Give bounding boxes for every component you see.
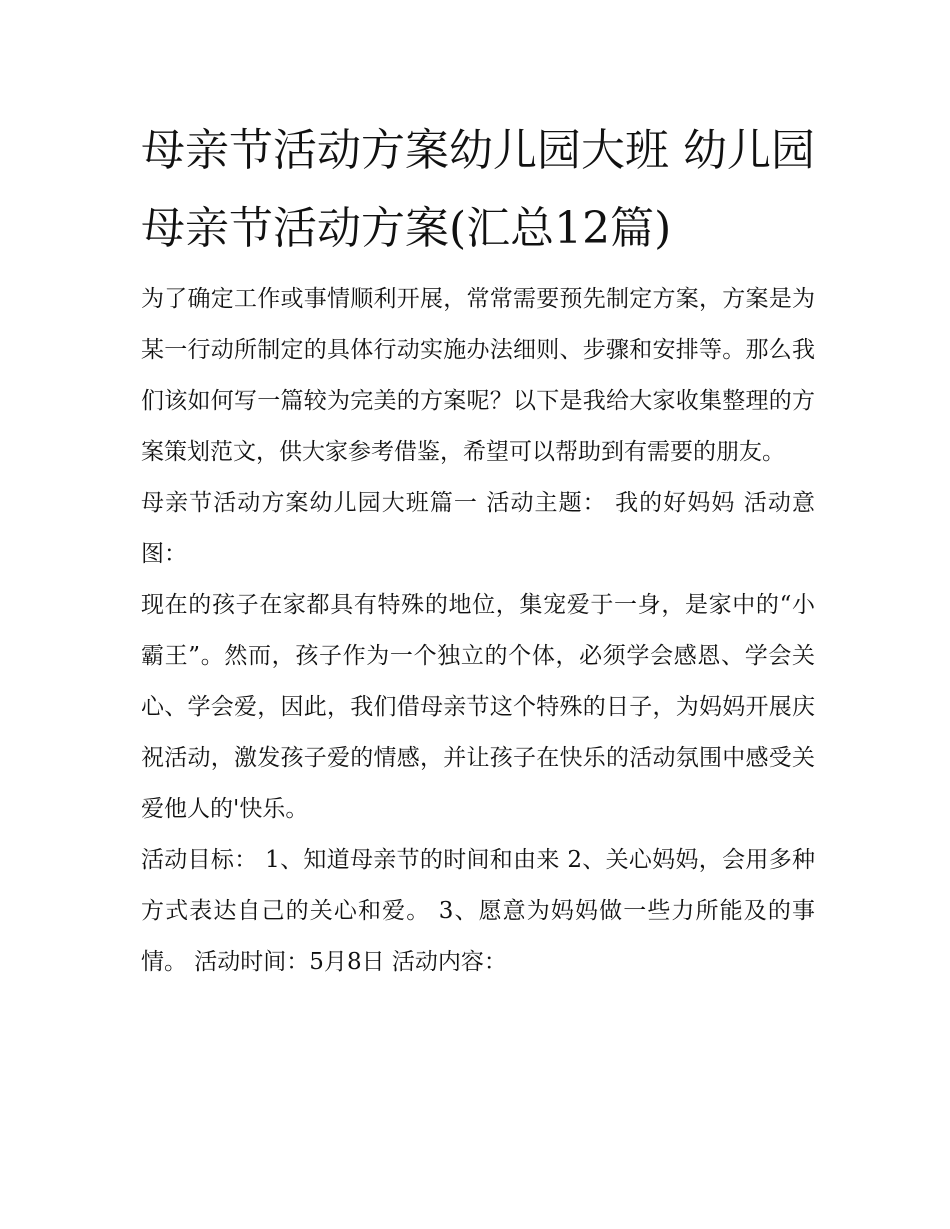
intro-paragraph: 为了确定工作或事情顺利开展，常常需要预先制定方案，方案是为某一行动所制定的具体行动实施办法细则、步骤和安排等。那么我们该如何写一篇较为完美的方案呢？以下是我给大家收集整理的方案策划范文，供大家参考借鉴，希望可以帮助到有需要的朋友。 — [141, 286, 815, 465]
goals-paragraph: 活动目标： 1、知道母亲节的时间和由来 2、关心妈妈，会用多种方式表达自己的关心和爱。 3、愿意为妈妈做一些力所能及的事情。 活动时间：5月8日 活动内容： — [141, 847, 815, 975]
intent-paragraph: 现在的孩子在家都具有特殊的地位，集宠爱于一身，是家中的“小霸王”。然而，孩子作为一个独立的个体，必须学会感恩、学会关心、学会爱，因此，我们借母亲节这个特殊的日子，为妈妈开展庆祝活动，激发孩子爱的情感，并让孩子在快乐的活动氛围中感受关爱他人的'快乐。 — [141, 592, 815, 822]
section-heading-paragraph: 母亲节活动方案幼儿园大班篇一 活动主题： 我的好妈妈 活动意图： — [141, 490, 815, 567]
document-body — [141, 112, 815, 988]
document-title: 母亲节活动方案幼儿园大班 幼儿园母亲节活动方案(汇总12篇) — [141, 125, 815, 254]
